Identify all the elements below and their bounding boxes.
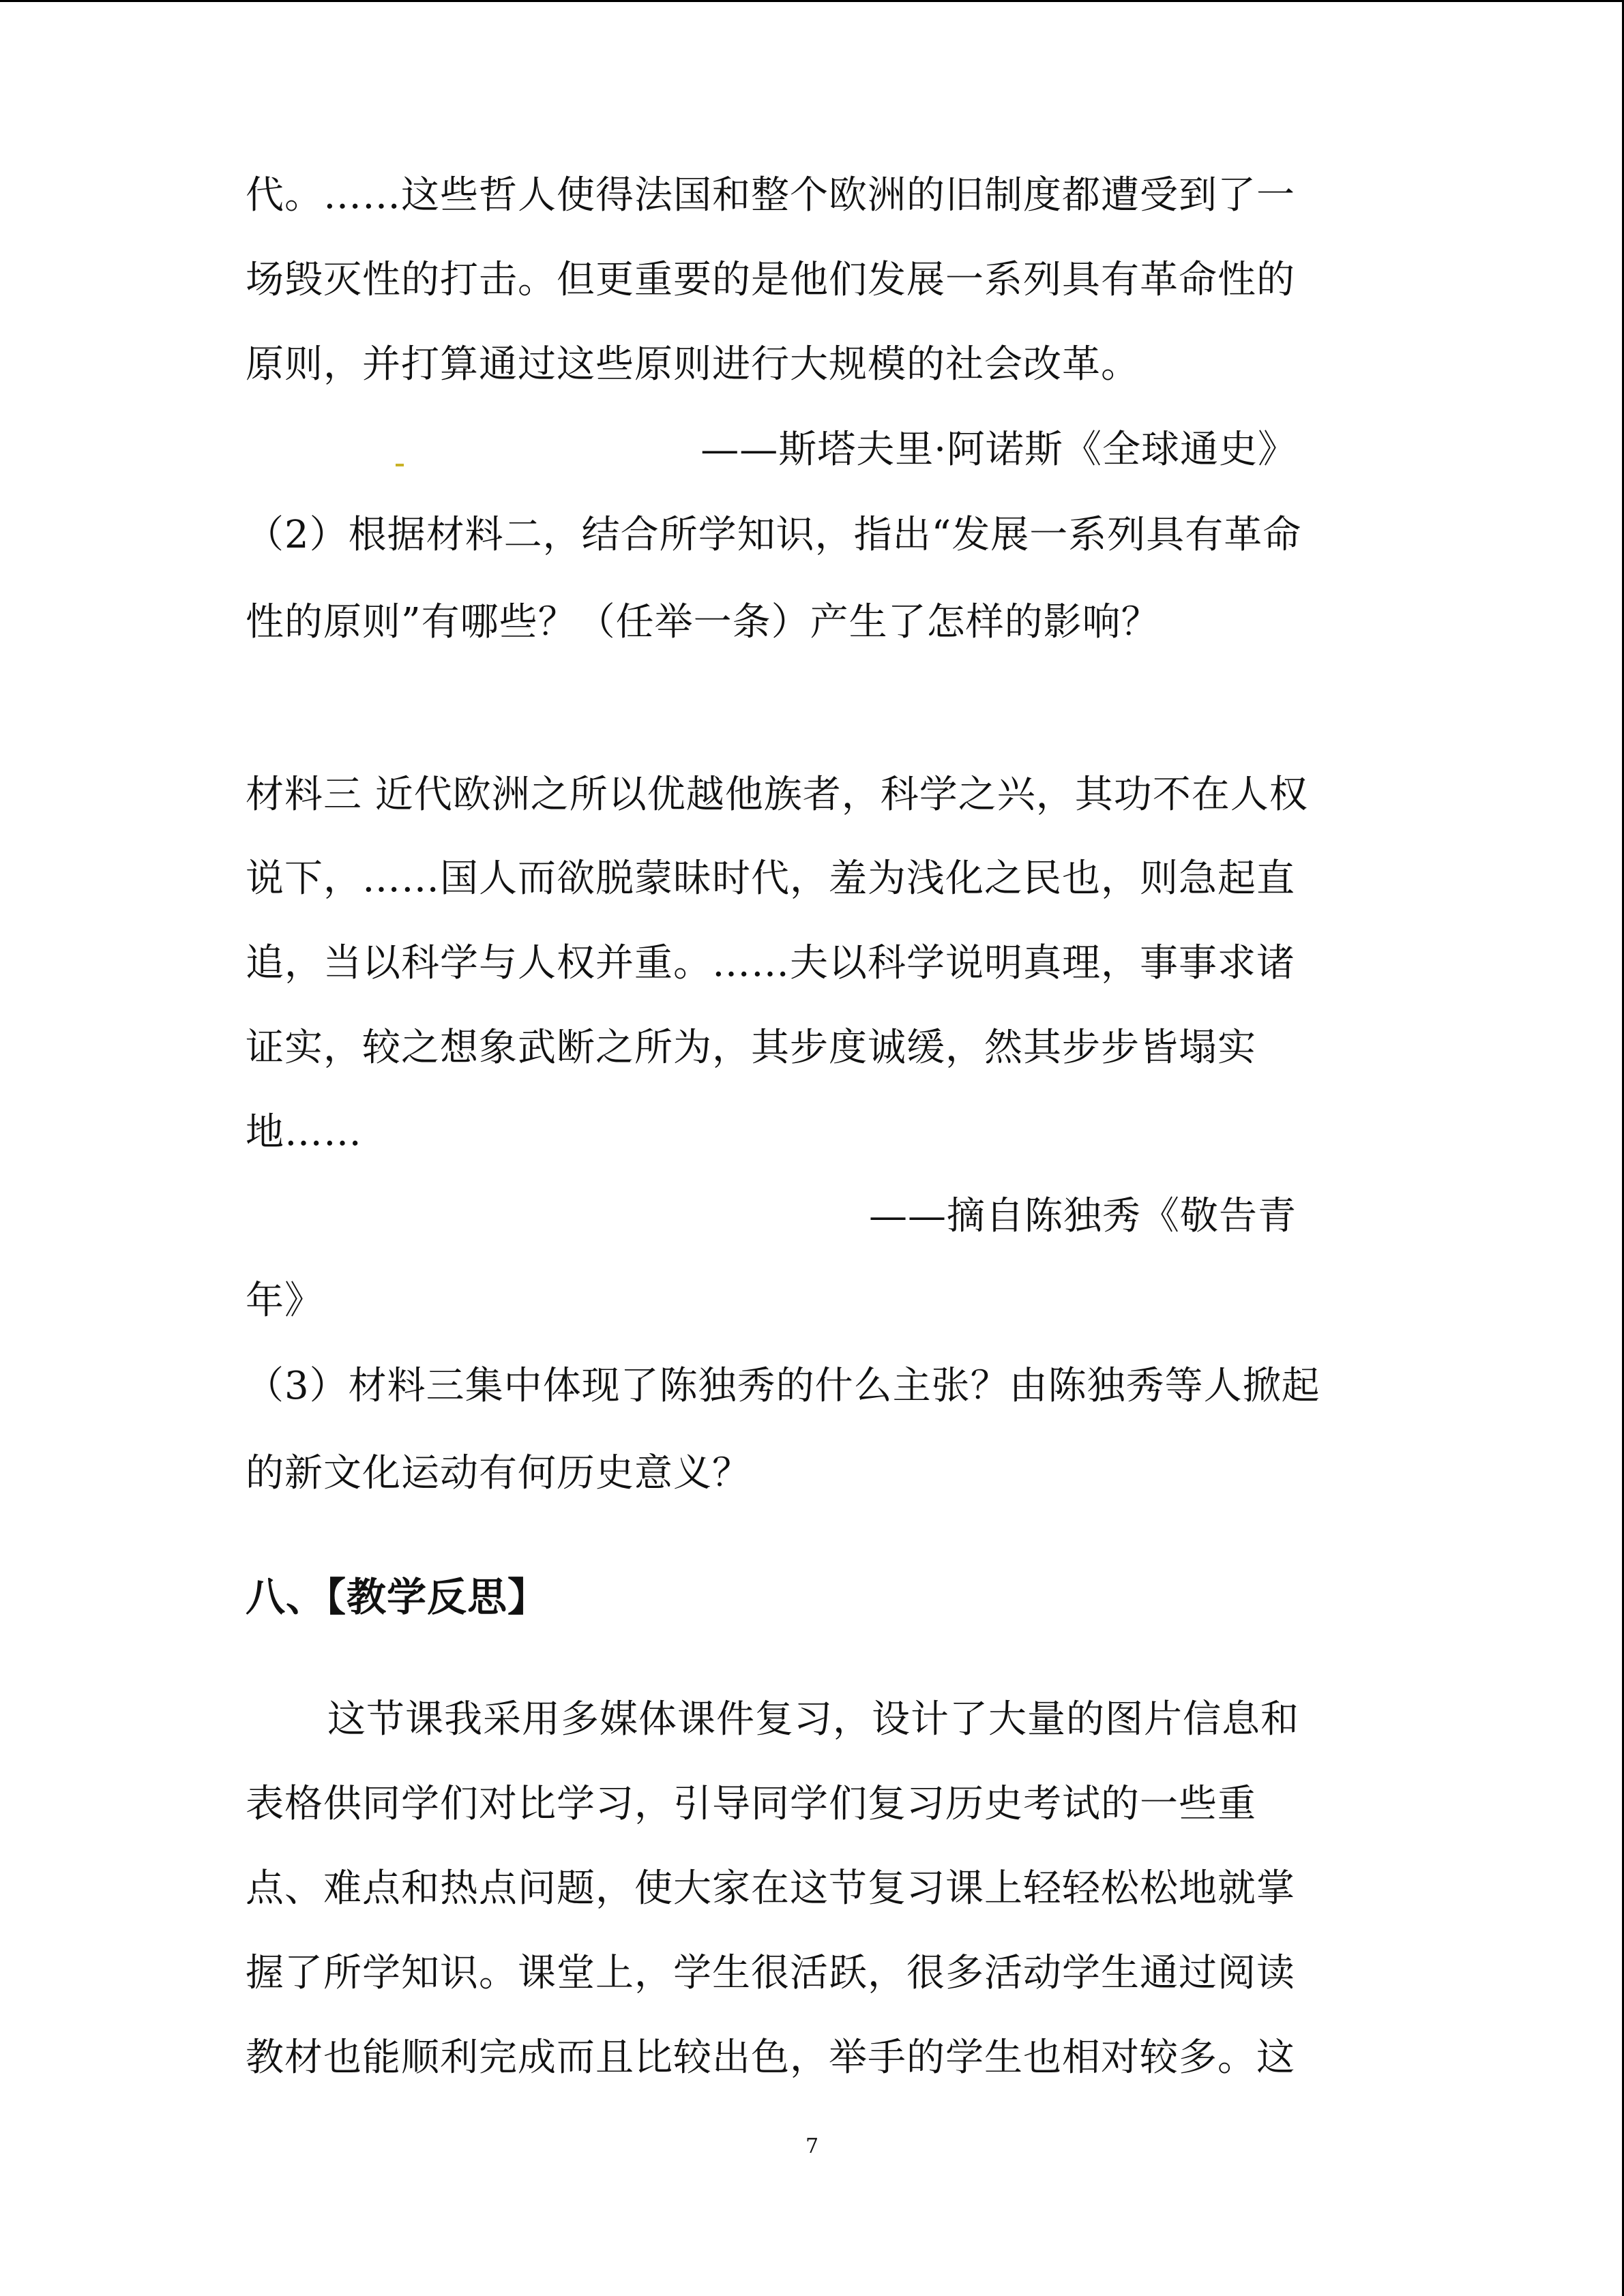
text-line: 说下，……国人而欲脱蒙昧时代，羞为浅化之民也，则急起直	[246, 856, 1295, 901]
text-line: 代。……这些哲人使得法国和整个欧洲的旧制度都遭受到了一	[246, 173, 1295, 218]
question-line: 性的原则”有哪些？（任举一条）产生了怎样的影响？	[246, 600, 1160, 644]
text-line: 追，当以科学与人权并重。……夫以科学说明真理，事事求诸	[246, 941, 1295, 985]
text-line: 材料三 近代欧洲之所以优越他族者，科学之兴，其功不在人权	[246, 773, 1308, 817]
citation-line: ——摘自陈独秀《敬告青	[869, 1194, 1297, 1238]
text-line: 表格供同学们对比学习，引导同学们复习历史考试的一些重	[246, 1782, 1256, 1826]
page-top-border	[0, 0, 1624, 2]
section-heading: 八、【教学反思】	[246, 1574, 548, 1620]
citation-line: 年》	[246, 1279, 323, 1323]
page-number: 7	[805, 2134, 819, 2158]
text-line: 证实，较之想象武断之所为，其步度诚缓，然其步步皆塌实	[246, 1026, 1256, 1070]
text-line: 点、难点和热点问题，使大家在这节复习课上轻轻松松地就掌	[246, 1866, 1295, 1911]
text-line: 场毁灭性的打击。但更重要的是他们发展一系列具有革命性的	[246, 258, 1295, 302]
text-line: 教材也能顺利完成而且比较出色，举手的学生也相对较多。这	[246, 2036, 1295, 2080]
question-line: 的新文化运动有何历史意义？	[246, 1451, 751, 1495]
stray-mark	[396, 464, 404, 466]
text-line: 握了所学知识。课堂上，学生很活跃，很多活动学生通过阅读	[246, 1951, 1295, 1995]
question-line: （2）根据材料二，结合所学知识，指出“发展一系列具有革命	[246, 513, 1302, 557]
text-line: 这节课我采用多媒体课件复习，设计了大量的图片信息和	[327, 1697, 1299, 1742]
text-line: 地……	[246, 1110, 362, 1154]
citation-line: ——斯塔夫里·阿诺斯《全球通史》	[700, 428, 1297, 472]
text-line: 原则，并打算通过这些原则进行大规模的社会改革。	[246, 342, 1140, 387]
question-line: （3）材料三集中体现了陈独秀的什么主张？由陈独秀等人掀起	[246, 1364, 1320, 1408]
